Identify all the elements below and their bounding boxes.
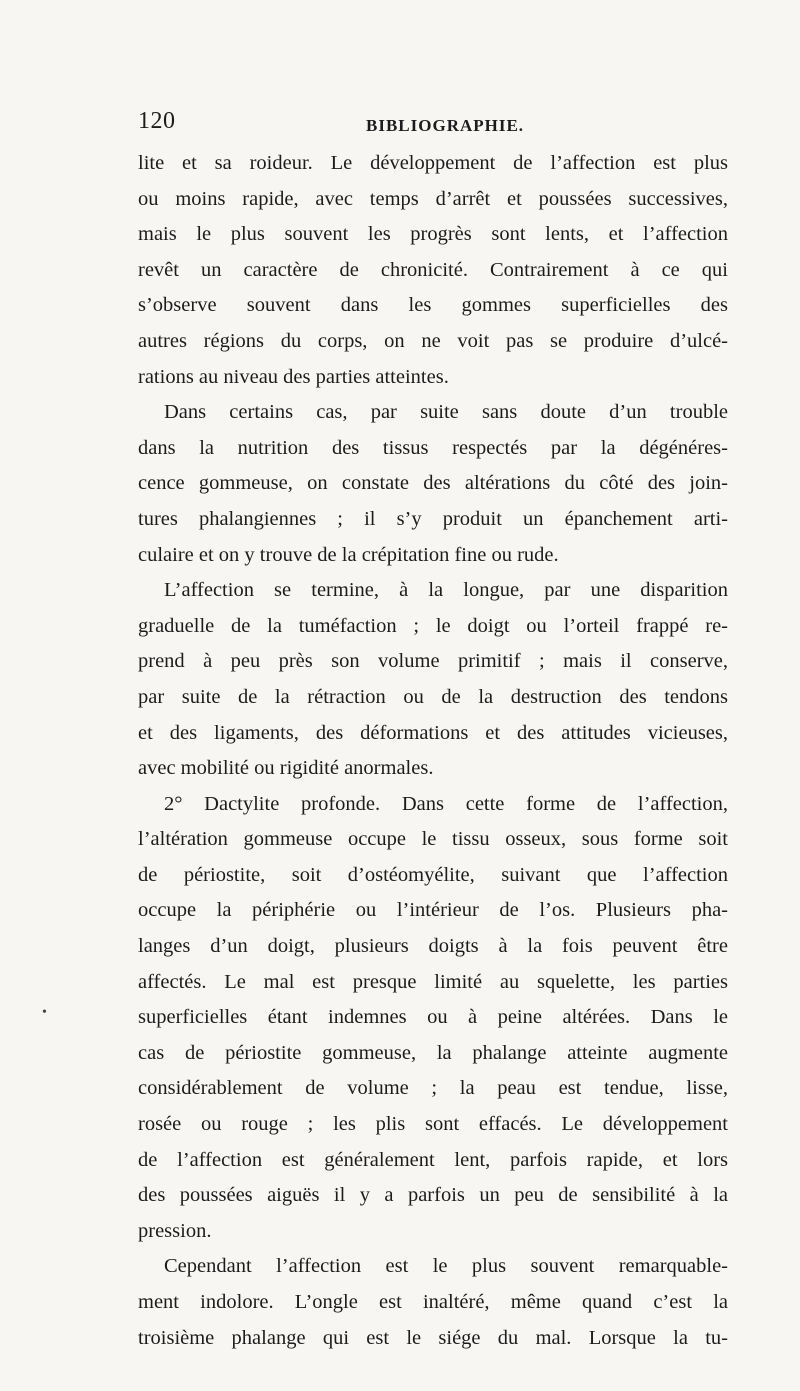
text-line: graduelle de la tuméfaction ; le doigt ou l’orteil frappé re- — [138, 614, 728, 637]
text-line: prend à peu près son volume primitif ; mais il conserve, — [138, 650, 728, 673]
text-line: de l’affection est généralement lent, parfois rapide, et lors — [138, 1148, 728, 1171]
running-head: BIBLIOGRAPHIE. — [366, 116, 525, 135]
text-line: autres régions du corps, on ne voit pas se produire d’ulcé- — [138, 329, 728, 352]
text-line: rosée ou rouge ; les plis sont effacés. Le développement — [138, 1113, 728, 1136]
paragraph-start: Dans certains cas, par suite sans doute d’un trouble — [164, 401, 728, 424]
text-line: de périostite, soit d’ostéomyélite, suivant que l’affection — [138, 863, 728, 886]
text-line: tures phalangiennes ; il s’y produit un épanchement arti- — [138, 507, 728, 530]
text-line: rations au niveau des parties atteintes. — [138, 365, 449, 388]
paragraph-start: 2° Dactylite profonde. Dans cette forme de l’affection, — [164, 792, 728, 815]
text-line: lite et sa roideur. Le développement de l’affection est plus — [138, 152, 728, 174]
paragraph-start: Cependant l’affection est le plus souvent remarquable- — [164, 1255, 728, 1278]
text-line: occupe la périphérie ou l’intérieur de l’os. Plusieurs pha- — [138, 899, 728, 922]
text-line: revêt un caractère de chronicité. Contrairement à ce qui — [138, 258, 728, 281]
page-number: 120 — [138, 108, 176, 134]
text-line: l’altération gommeuse occupe le tissu osseux, sous forme soit — [138, 828, 728, 851]
text-line: dans la nutrition des tissus respectés par la dégénéres- — [138, 436, 728, 459]
text-line: cas de périostite gommeuse, la phalange atteinte augmente — [138, 1041, 728, 1064]
margin-mark: • — [42, 1005, 47, 1020]
paragraph-start: L’affection se termine, à la longue, par une disparition — [164, 579, 728, 602]
text-line: cence gommeuse, on constate des altérations du côté des join- — [138, 472, 728, 495]
text-line: des poussées aiguës il y a parfois un peu de sensibilité à la — [138, 1184, 728, 1207]
text-line: s’observe souvent dans les gommes superficielles des — [138, 294, 728, 317]
page-header — [138, 108, 728, 148]
text-line: par suite de la rétraction ou de la destruction des tendons — [138, 685, 728, 708]
body-text — [138, 146, 728, 1356]
text-line: culaire et on y trouve de la crépitation fine ou rude. — [138, 543, 559, 566]
text-line: affectés. Le mal est presque limité au squelette, les parties — [138, 970, 728, 993]
text-line: mais le plus souvent les progrès sont lents, et l’affection — [138, 223, 728, 246]
text-line: avec mobilité ou rigidité anormales. — [138, 757, 434, 780]
text-line: considérablement de volume ; la peau est tendue, lisse, — [138, 1077, 728, 1100]
text-line: et des ligaments, des déformations et des attitudes vicieuses, — [138, 721, 728, 744]
text-line: ou moins rapide, avec temps d’arrêt et poussées successives, — [138, 187, 728, 210]
text-line: superficielles étant indemnes ou à peine altérées. Dans le — [138, 1006, 728, 1029]
text-line: langes d’un doigt, plusieurs doigts à la fois peuvent être — [138, 935, 728, 958]
text-line: ment indolore. L’ongle est inaltéré, même quand c’est la — [138, 1291, 728, 1313]
text-line: troisième phalange qui est le siége du mal. Lorsque la tu- — [138, 1326, 728, 1349]
text-line: pression. — [138, 1219, 212, 1242]
